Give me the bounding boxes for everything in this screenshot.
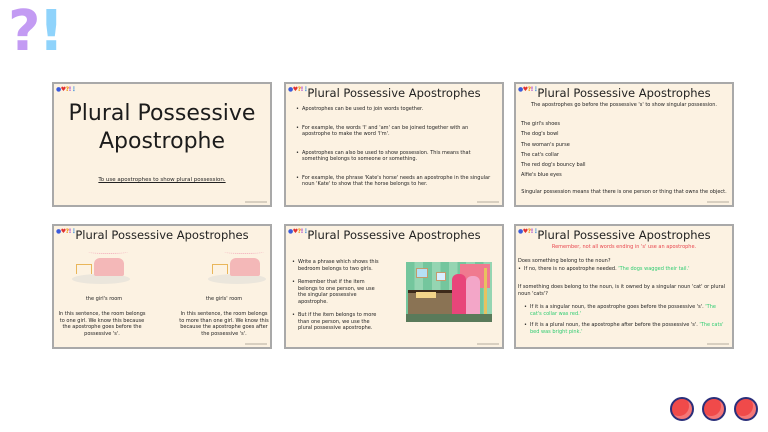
logo-icon: ●♥?!⋮	[288, 86, 309, 93]
singular-label: the girl's room	[85, 296, 123, 302]
example-item: The dog's bowl	[521, 131, 559, 138]
learning-objective: To use apostrophes to show plural possession.	[98, 177, 226, 183]
bullet-item: • Apostrophes can also be used to show possession. This means that something belongs to someone or something.	[296, 150, 492, 163]
exclamation-mark-icon: !	[38, 0, 65, 64]
answer-1: • If no, there is no apostrophe needed. 'The dogs wagged their tail.'	[518, 266, 726, 273]
bullet-item: • Remember that if the item belongs to one person, we use the singular possessive apostrophe.	[292, 279, 382, 305]
nav-dot-3[interactable]	[734, 397, 758, 421]
bullet-item: • For example, the words 'I' and 'am' can be joined together with an apostrophe to make the word 'I'm'.	[296, 125, 492, 138]
footer-mark	[707, 201, 729, 203]
nursery-illustration	[204, 248, 268, 288]
logo-icon: ●♥?!⋮	[518, 86, 539, 93]
bullet-list	[296, 106, 492, 200]
plural-label: the girls' room	[205, 296, 243, 302]
example-item: The girl's shoes	[521, 121, 560, 127]
footer-mark	[477, 343, 499, 345]
example-list	[521, 119, 586, 181]
bullet-list	[292, 259, 382, 339]
footer-mark	[707, 343, 729, 345]
slide-title: Plural Possessive Apostrophes	[75, 228, 249, 242]
logo-icon: ●♥?!⋮	[518, 228, 539, 235]
bullet-item: • But if the item belongs to more than one person, we use the plural possessive apostrophe.	[292, 312, 382, 332]
slide-title: Plural Possessive Apostrophes	[307, 86, 481, 100]
question-1: Does something belong to the noun?	[518, 258, 611, 264]
nursery-illustration	[68, 248, 132, 288]
example-quote: 'The cats' bed was bright pink.'	[530, 322, 724, 335]
slide-thumbnail-1[interactable]	[52, 82, 272, 207]
singular-description: In this sentence, the room belongs to one girl. We know this because the apostrophe goes before the possessive 's'.	[58, 311, 146, 337]
slide-thumbnail-4[interactable]	[52, 224, 272, 349]
footer-mark	[245, 343, 267, 345]
nav-dot-1[interactable]	[670, 397, 694, 421]
example-quote: 'The cat's collar was red.'	[530, 304, 716, 317]
answer-3: • If it is a plural noun, the apostrophe after before the possessive 's'. 'The cats' bed was bright pink.'	[518, 322, 726, 335]
nav-dot-2[interactable]	[702, 397, 726, 421]
slide-main-title: Plural Possessive Apostrophe	[68, 101, 256, 154]
slide-thumbnail-6[interactable]	[514, 224, 734, 349]
bullet-item: • Apostrophes can be used to join words together.	[296, 106, 492, 113]
slide-thumbnail-2[interactable]	[284, 82, 504, 207]
slide-thumbnail-3[interactable]	[514, 82, 734, 207]
question-mark-icon: ?	[8, 0, 41, 64]
question-2: If something does belong to the noun, is it owned by a singular noun 'cat' or plural noun 'cats'?	[518, 284, 726, 297]
reminder-text: Remember, not all words ending in 's' use an apostrophe.	[551, 244, 697, 250]
slide-title: Plural Possessive Apostrophes	[307, 228, 481, 242]
bullet-item: • For example, the phrase 'Kate's horse' needs an apostrophe in the singular noun 'Kate' to show that the horse belongs to her.	[296, 175, 492, 188]
example-item: Alfie's blue eyes	[521, 172, 562, 179]
bullet-item: • Write a phrase which shows this bedroom belongs to two girls.	[292, 259, 382, 272]
slide-intro: The apostrophes go before the possessive 's' to show singular possession.	[530, 102, 717, 108]
example-item: The red dog's bouncy ball	[521, 162, 586, 169]
logo-icon: ●♥?!⋮	[288, 228, 309, 235]
slide-title: Plural Possessive Apostrophes	[537, 86, 711, 100]
bedroom-illustration	[406, 262, 492, 322]
example-item: The woman's purse	[521, 141, 570, 148]
slide-outro: Singular possession means that there is one person or thing that owns the object.	[521, 189, 727, 195]
question-exclamation-decoration	[8, 2, 64, 62]
logo-icon: ●♥?!⋮	[56, 228, 77, 235]
example-quote: 'The dogs wagged their tail.'	[618, 266, 690, 272]
footer-mark	[477, 201, 499, 203]
logo-icon: ●♥?!⋮	[56, 86, 77, 93]
footer-mark	[245, 201, 267, 203]
plural-description: In this sentence, the room belongs to more than one girl. We know this because the apostrophe goes after the possessive 's'.	[179, 311, 269, 337]
slide-thumbnail-5[interactable]	[284, 224, 504, 349]
example-item: The cat's collar	[521, 151, 559, 158]
slide-title: Plural Possessive Apostrophes	[537, 228, 711, 242]
nav-dots	[670, 397, 758, 421]
answer-2: • If it is a singular noun, the apostrophe goes before the possessive 's'. 'The cat's collar was red.'	[518, 304, 726, 317]
